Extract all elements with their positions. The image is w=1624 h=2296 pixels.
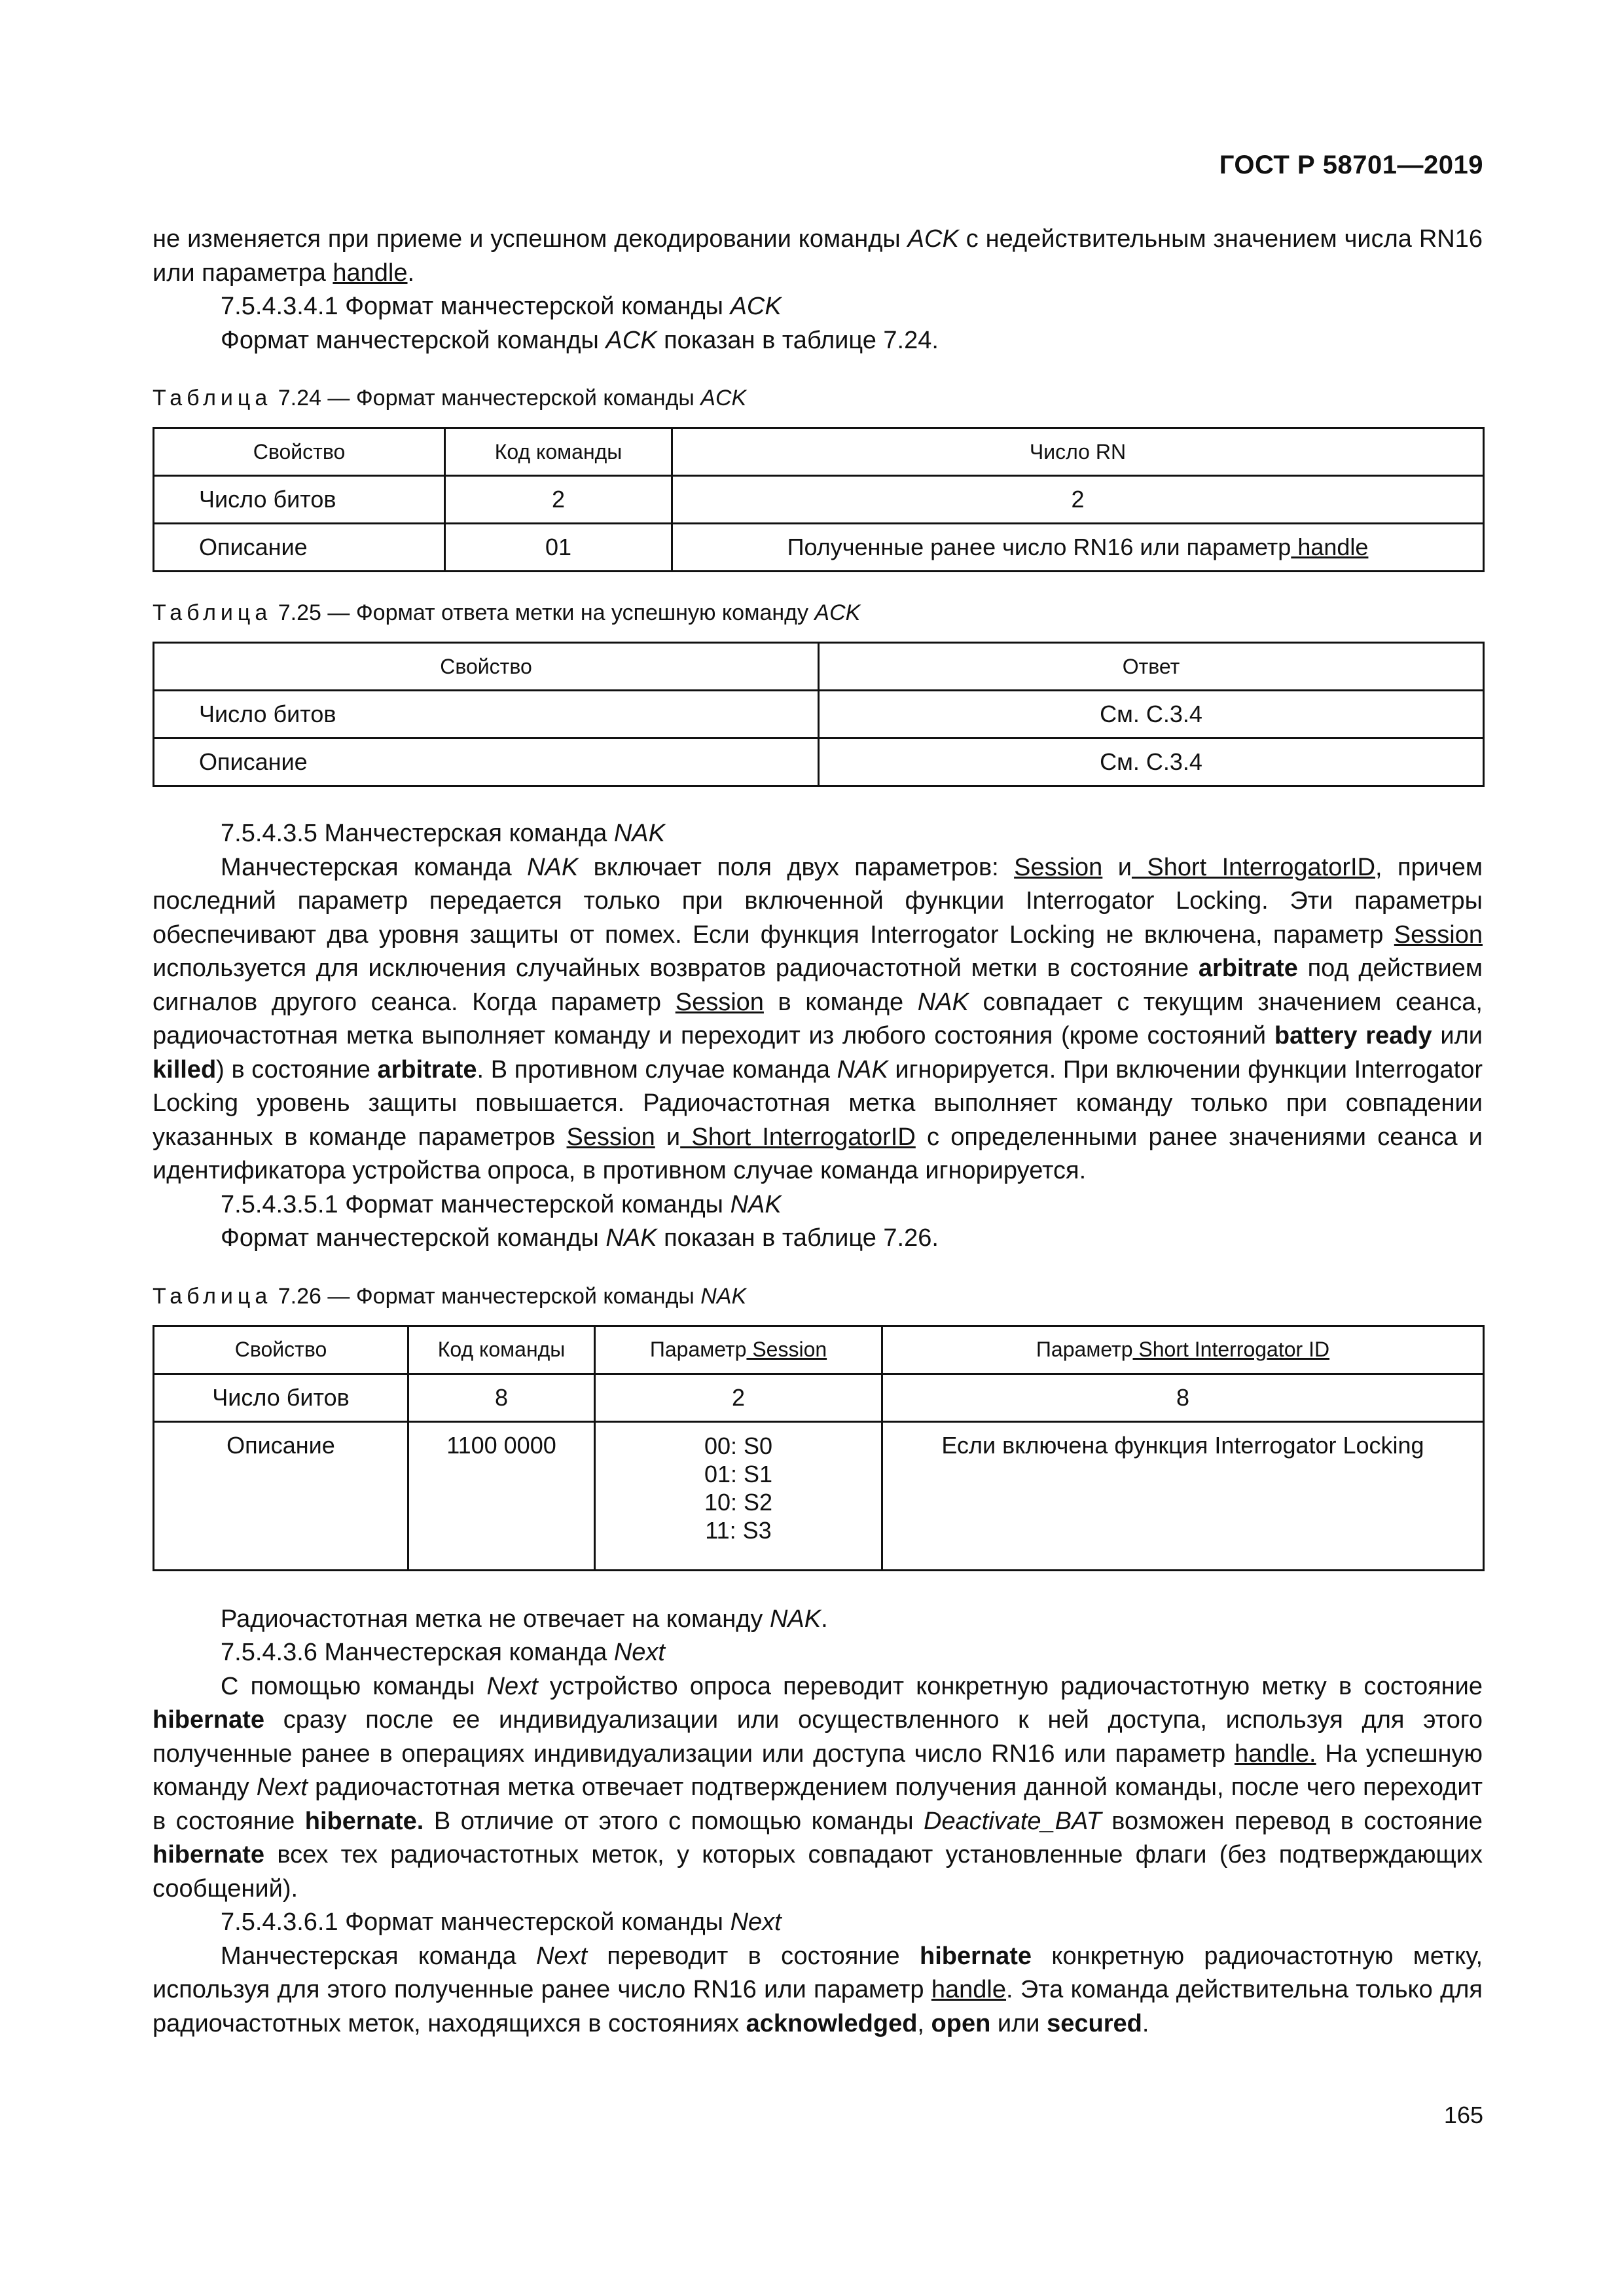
table-cell: Число битов [154,691,819,738]
table-caption: Таблица 7.25 — Формат ответа метки на успешную команду ACK [153,600,861,625]
paragraph: Манчестерская команда NAK включает поля двух параметров: Session и Short InterrogatorID, причем последний параметр передается только при включенной функции Interrogator Locking. Эти параметры обеспечивают два уровня защиты от помех. Если функция Interrogator Locking не включена, параметр Session используется для исключения случайных возвратов радиочастотной метки в состояние arbitrate под действием сигналов другого сеанса. Когда параметр Session в команде NAK совпадает с текущим значением сеанса, радиочастотная метка выполняет команду и переходит из любого состояния (кроме состояний battery ready или killed) в состояние arbitrate. В противном случае команда NAK игнорируется. При включении функции Interrogator Locking уровень защиты повышается. Радиочастотная метка выполняет команду только при совпадении указанных в команде параметров Session и Short InterrogatorID с определенными ранее значениями сеанса и идентификатора устройства опроса, в противном случае команда игнорируется. [153,853,1483,1184]
paragraph: Радиочастотная метка не отвечает на команду NAK. [221,1605,828,1633]
table-cell: 2 [445,476,672,524]
table-cell: 2 [595,1374,882,1421]
table-cell: Описание [154,738,819,786]
table-row [154,476,1484,524]
table-cell: Описание [154,1421,408,1570]
table-header-cell: Свойство [154,428,445,476]
section-heading: 7.5.4.3.4.1 Формат манчестерской команды ACK [221,293,782,320]
paragraph: не изменяется при приеме и успешном декодировании команды ACK с недействительным значением числа RN16 или параметра handle. [153,225,1483,287]
section-heading: 7.5.4.3.6.1 Формат манчестерской команды Next [221,1908,782,1936]
table-row [154,1374,1484,1421]
table-header-cell: Свойство [154,1326,408,1374]
paragraph: С помощью команды Next устройство опроса переводит конкретную радиочастотную метку в состояние hibernate сразу после ее индивидуализации или осуществленного к ней доступа, используя для этого полученные ранее в операциях индивидуализации или доступа число RN16 или параметр handle. На успешную команду Next радиочастотная метка отвечает подтверждением получения данной команды, после чего переходит в состояние hibernate. В отличие от этого с помощью команды Deactivate_BAT возможен перевод в состояние hibernate всех тех радиочастотных меток, у которых совпадают установленные флаги (без подтверждающих сообщений). [153,1672,1483,1903]
table-cell: См. С.3.4 [819,738,1484,786]
table-caption: Таблица 7.26 — Формат манчестерской команды NAK [153,1283,747,1309]
table-header-cell: Свойство [154,643,819,691]
table-cell: Число битов [154,1374,408,1421]
table-header-cell: Код команды [408,1326,595,1374]
table-cell: 2 [672,476,1484,524]
table-caption: Таблица 7.24 — Формат манчестерской команды ACK [153,386,747,410]
section-heading: 7.5.4.3.5.1 Формат манчестерской команды NAK [221,1190,782,1218]
table-header-cell: Параметр Session [595,1326,882,1374]
table-cell: Число битов [154,476,445,524]
table-cell: Если включена функция Interrogator Locking [882,1421,1484,1570]
table-cell: 01 [445,524,672,572]
table-cell: 00: S0 01: S1 10: S2 11: S3 [595,1421,882,1570]
table-header-cell: Число RN [672,428,1484,476]
section-heading: 7.5.4.3.5 Манчестерская команда NAK [221,820,665,847]
table-cell: Описание [154,524,445,572]
table-7-26 [153,1325,1485,1571]
table-header-cell: Ответ [819,643,1484,691]
document-body [153,223,1483,2041]
table-cell: 8 [408,1374,595,1421]
standard-header: ГОСТ Р 58701—2019 [1219,151,1483,179]
paragraph: Формат манчестерской команды ACK показан в таблице 7.24. [221,326,939,354]
table-cell: Полученные ранее число RN16 или параметр handle [672,524,1484,572]
table-row [154,738,1484,786]
table-header-cell: Код команды [445,428,672,476]
table-row [154,691,1484,738]
table-row [154,524,1484,572]
table-header-cell: Параметр Short Interrogator ID [882,1326,1484,1374]
page-number: 165 [1443,2102,1483,2128]
paragraph: Манчестерская команда Next переводит в состояние hibernate конкретную радиочастотную метку, используя для этого полученные ранее число RN16 или параметр handle. Эта команда действительна только для радиочастотных меток, находящихся в состояниях acknowledged, open или secured. [153,1942,1483,2037]
section-heading: 7.5.4.3.6 Манчестерская команда Next [221,1639,665,1666]
table-7-25 [153,642,1485,787]
table-cell: См. С.3.4 [819,691,1484,738]
table-cell: 1100 0000 [408,1421,595,1570]
table-cell: 8 [882,1374,1484,1421]
table-7-24 [153,427,1485,572]
table-row [154,1421,1484,1570]
paragraph: Формат манчестерской команды NAK показан в таблице 7.26. [221,1224,939,1252]
